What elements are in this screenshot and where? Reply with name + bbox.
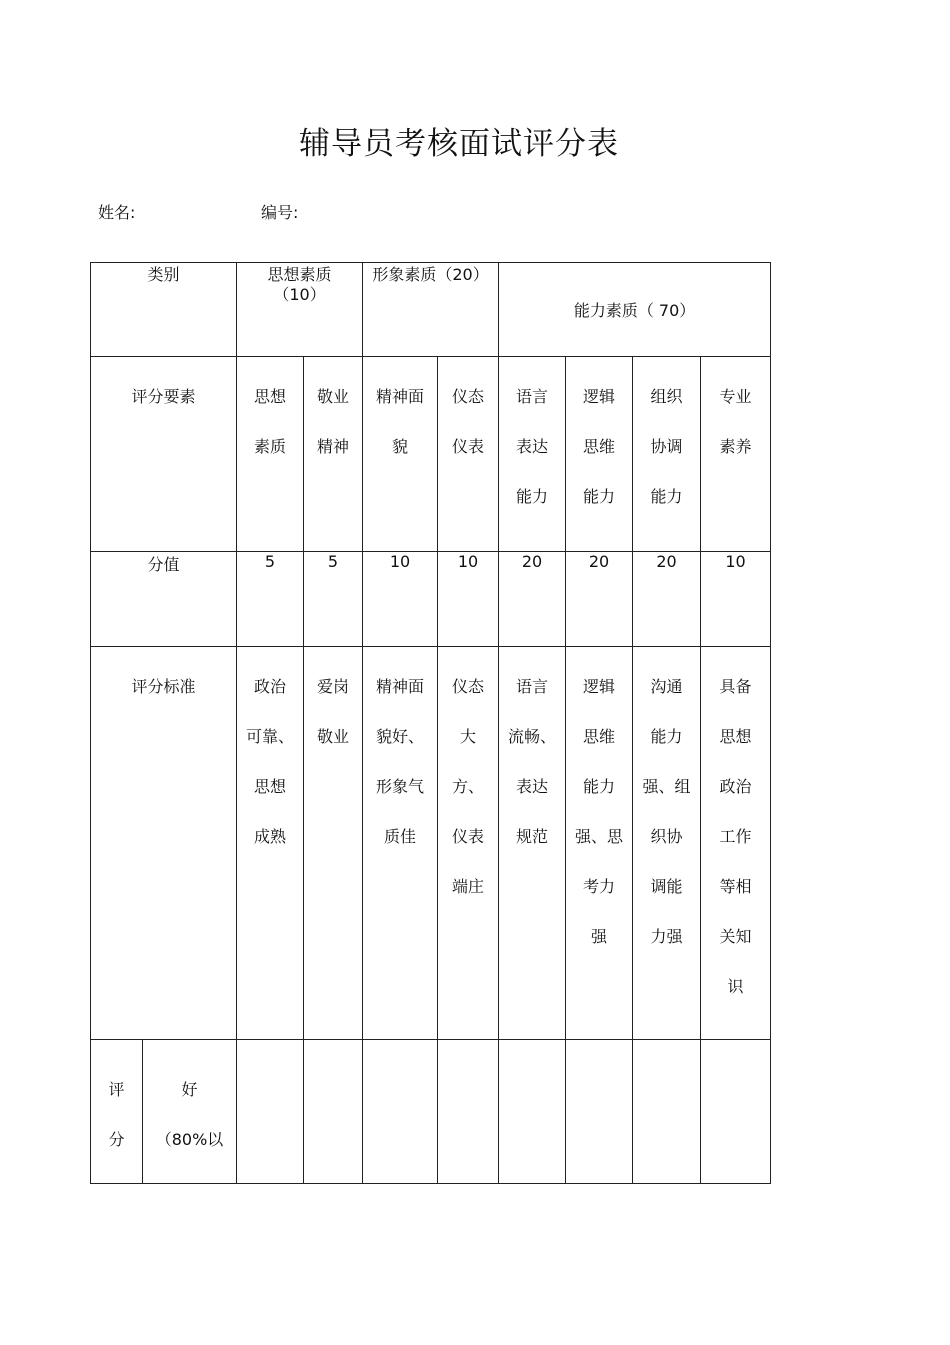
element-cell: 仪态 仪表 (438, 357, 499, 552)
name-field-label: 姓名: (98, 203, 136, 222)
element-cell: 专业 素养 (701, 357, 771, 552)
element-cell: 逻辑 思维 能力 (566, 357, 633, 552)
rating-input-cell[interactable] (633, 1040, 701, 1184)
image-quality-header: 形象素质（20） (363, 263, 499, 357)
criteria-cell: 政治 可靠、 思想 成熟 (237, 647, 304, 1040)
criteria-row (91, 647, 771, 1040)
score-cell: 5 (304, 552, 363, 647)
score-cell: 20 (566, 552, 633, 647)
element-cell: 组织 协调 能力 (633, 357, 701, 552)
score-cell: 20 (633, 552, 701, 647)
score-row (91, 552, 771, 647)
criteria-cell: 逻辑 思维 能力 强、思 考力 强 (566, 647, 633, 1040)
score-cell: 10 (438, 552, 499, 647)
ability-quality-header: 能力素质（ 70） (499, 263, 771, 357)
header-row (91, 263, 771, 357)
id-field-label: 编号: (261, 203, 299, 222)
criteria-cell: 沟通 能力 强、组 织协 调能 力强 (633, 647, 701, 1040)
criteria-label: 评分标准 (91, 647, 237, 1040)
score-cell: 5 (237, 552, 304, 647)
rating-input-cell[interactable] (499, 1040, 566, 1184)
rating-input-cell[interactable] (566, 1040, 633, 1184)
score-label: 分值 (91, 552, 237, 647)
criteria-cell: 语言 流畅、 表达 规范 (499, 647, 566, 1040)
rating-input-cell[interactable] (438, 1040, 499, 1184)
element-cell: 思想 素质 (237, 357, 304, 552)
thought-quality-header: 思想素质 （10） (237, 263, 363, 357)
category-header: 类别 (91, 263, 237, 357)
rating-label: 评 分 (91, 1040, 143, 1184)
rating-input-cell[interactable] (363, 1040, 438, 1184)
score-cell: 10 (363, 552, 438, 647)
element-cell: 敬业 精神 (304, 357, 363, 552)
rating-row (91, 1040, 771, 1184)
rating-input-cell[interactable] (237, 1040, 304, 1184)
rating-input-cell[interactable] (701, 1040, 771, 1184)
elements-row (91, 357, 771, 552)
score-cell: 20 (499, 552, 566, 647)
criteria-cell: 爱岗 敬业 (304, 647, 363, 1040)
rating-input-cell[interactable] (304, 1040, 363, 1184)
document-title: 辅导员考核面试评分表 (299, 126, 619, 162)
scoring-table (90, 262, 771, 1184)
criteria-cell: 仪态 大 方、 仪表 端庄 (438, 647, 499, 1040)
criteria-cell: 具备 思想 政治 工作 等相 关知 识 (701, 647, 771, 1040)
score-cell: 10 (701, 552, 771, 647)
criteria-cell: 精神面 貌好、 形象气 质佳 (363, 647, 438, 1040)
element-cell: 精神面 貌 (363, 357, 438, 552)
element-cell: 语言 表达 能力 (499, 357, 566, 552)
elements-label: 评分要素 (91, 357, 237, 552)
rating-level-good: 好 （80%以 (143, 1040, 237, 1184)
